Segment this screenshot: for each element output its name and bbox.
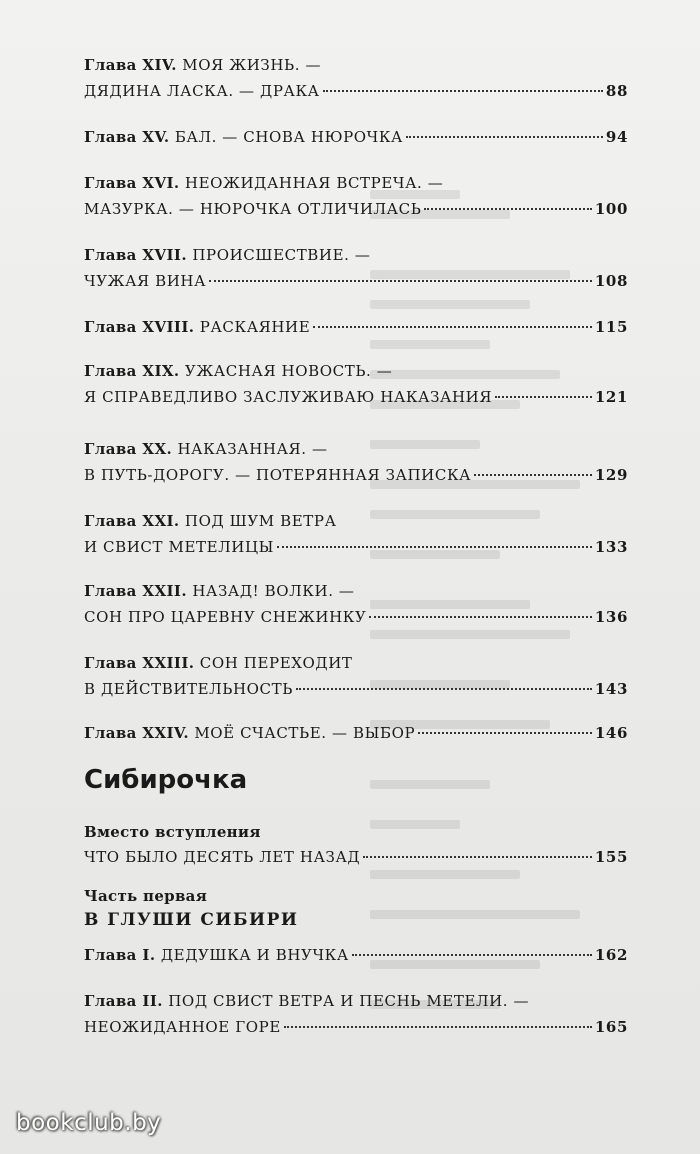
chapter-title: УЖАСНАЯ НОВОСТЬ. — — [184, 362, 393, 380]
chapter-title-cont: СОН ПРО ЦАРЕВНУ СНЕЖИНКУ — [84, 608, 367, 626]
page-number: 121 — [594, 388, 628, 406]
chapter-title-cont: ДЯДИНА ЛАСКА. — ДРАКА — [84, 82, 320, 100]
chapter-number: Глава I. — [84, 946, 156, 964]
page-number: 136 — [594, 608, 628, 626]
chapter-number: Глава XXIV. — [84, 724, 189, 742]
chapter-title: НАЗАД! ВОЛКИ. — — [192, 582, 355, 600]
chapter-title: ДЕДУШКА И ВНУЧКА — [160, 946, 349, 964]
dot-leader — [406, 136, 603, 138]
part-heading-block — [84, 884, 628, 932]
intro-title: ЧТО БЫЛО ДЕСЯТЬ ЛЕТ НАЗАД — [84, 848, 361, 866]
chapter-title-cont: В ПУТЬ-ДОРОГУ. — ПОТЕРЯННАЯ ЗАПИСКА — [84, 466, 472, 484]
dot-leader — [352, 954, 592, 956]
dot-leader — [369, 616, 591, 618]
page-number: 115 — [594, 318, 628, 336]
toc-entry — [84, 942, 628, 968]
page-number: 133 — [594, 538, 628, 556]
chapter-title: СОН ПЕРЕХОДИТ — [199, 654, 353, 672]
chapter-number: Глава XVI. — [84, 174, 180, 192]
toc-entry — [84, 170, 628, 222]
chapter-title: ПОД СВИСТ ВЕТРА И ПЕСНЬ МЕТЕЛИ. — — [168, 992, 530, 1010]
dot-leader — [474, 474, 592, 476]
chapter-title: ПОД ШУМ ВЕТРА — [184, 512, 337, 530]
dot-leader — [323, 90, 603, 92]
page-number: 94 — [605, 128, 628, 146]
chapter-title-cont: МАЗУРКА. — НЮРОЧКА ОТЛИЧИЛАСЬ — [84, 200, 422, 218]
chapter-title: РАСКАЯНИЕ — [199, 318, 311, 336]
chapter-title: МОЁ СЧАСТЬЕ. — ВЫБОР — [194, 724, 416, 742]
page-number: 108 — [594, 272, 628, 290]
chapter-number: Глава XIX. — [84, 362, 180, 380]
section-heading: Сибирочка — [84, 765, 248, 795]
dot-leader — [313, 326, 592, 328]
chapter-number: Глава II. — [84, 992, 163, 1010]
chapter-title-cont: И СВИСТ МЕТЕЛИЦЫ — [84, 538, 274, 556]
toc-entry — [84, 436, 628, 488]
toc-entry — [84, 578, 628, 630]
chapter-number: Глава XX. — [84, 440, 173, 458]
toc-entry — [84, 650, 628, 702]
chapter-title-cont: Я СПРАВЕДЛИВО ЗАСЛУЖИВАЮ НАКАЗАНИЯ — [84, 388, 493, 406]
chapter-title-cont: НЕОЖИДАННОЕ ГОРЕ — [84, 1018, 281, 1036]
page-number: 100 — [594, 200, 628, 218]
dot-leader — [363, 856, 592, 858]
chapter-number: Глава XIV. — [84, 56, 177, 74]
chapter-number: Глава XXI. — [84, 512, 180, 530]
toc-entry — [84, 988, 628, 1040]
intro-entry — [84, 820, 628, 870]
watermark: bookclub.by — [16, 1110, 162, 1136]
toc-entry — [84, 124, 628, 150]
page-number: 129 — [594, 466, 628, 484]
page-number: 162 — [594, 946, 628, 964]
toc-entry — [84, 508, 628, 560]
chapter-number: Глава XVII. — [84, 246, 187, 264]
chapter-title-cont: ЧУЖАЯ ВИНА — [84, 272, 207, 290]
toc-entry — [84, 242, 628, 294]
part-label: Часть первая — [84, 887, 208, 905]
chapter-number: Глава XVIII. — [84, 318, 195, 336]
toc-entry — [84, 314, 628, 340]
dot-leader — [424, 208, 591, 210]
chapter-title: НАКАЗАННАЯ. — — [177, 440, 328, 458]
dot-leader — [418, 732, 592, 734]
chapter-title: ПРОИСШЕСТВИЕ. — — [192, 246, 371, 264]
page-number: 165 — [594, 1018, 628, 1036]
dot-leader — [209, 280, 592, 282]
dot-leader — [277, 546, 592, 548]
page-number: 88 — [605, 82, 628, 100]
dot-leader — [495, 396, 592, 398]
toc-entry — [84, 52, 628, 104]
chapter-title: МОЯ ЖИЗНЬ. — — [182, 56, 322, 74]
toc-entry — [84, 720, 628, 746]
chapter-title-cont: В ДЕЙСТВИТЕЛЬНОСТЬ — [84, 680, 293, 698]
page-number: 155 — [594, 848, 628, 866]
chapter-number: Глава XV. — [84, 128, 170, 146]
chapter-title: БАЛ. — СНОВА НЮРОЧКА — [174, 128, 404, 146]
page-number: 143 — [594, 680, 628, 698]
intro-heading: Вместо вступления — [84, 823, 261, 841]
chapter-title: НЕОЖИДАННАЯ ВСТРЕЧА. — — [184, 174, 444, 192]
page-number: 146 — [594, 724, 628, 742]
chapter-number: Глава XXIII. — [84, 654, 195, 672]
dot-leader — [284, 1026, 592, 1028]
dot-leader — [296, 688, 592, 690]
part-title: В ГЛУШИ СИБИРИ — [84, 910, 299, 930]
chapter-number: Глава XXII. — [84, 582, 187, 600]
toc-entry — [84, 358, 628, 410]
